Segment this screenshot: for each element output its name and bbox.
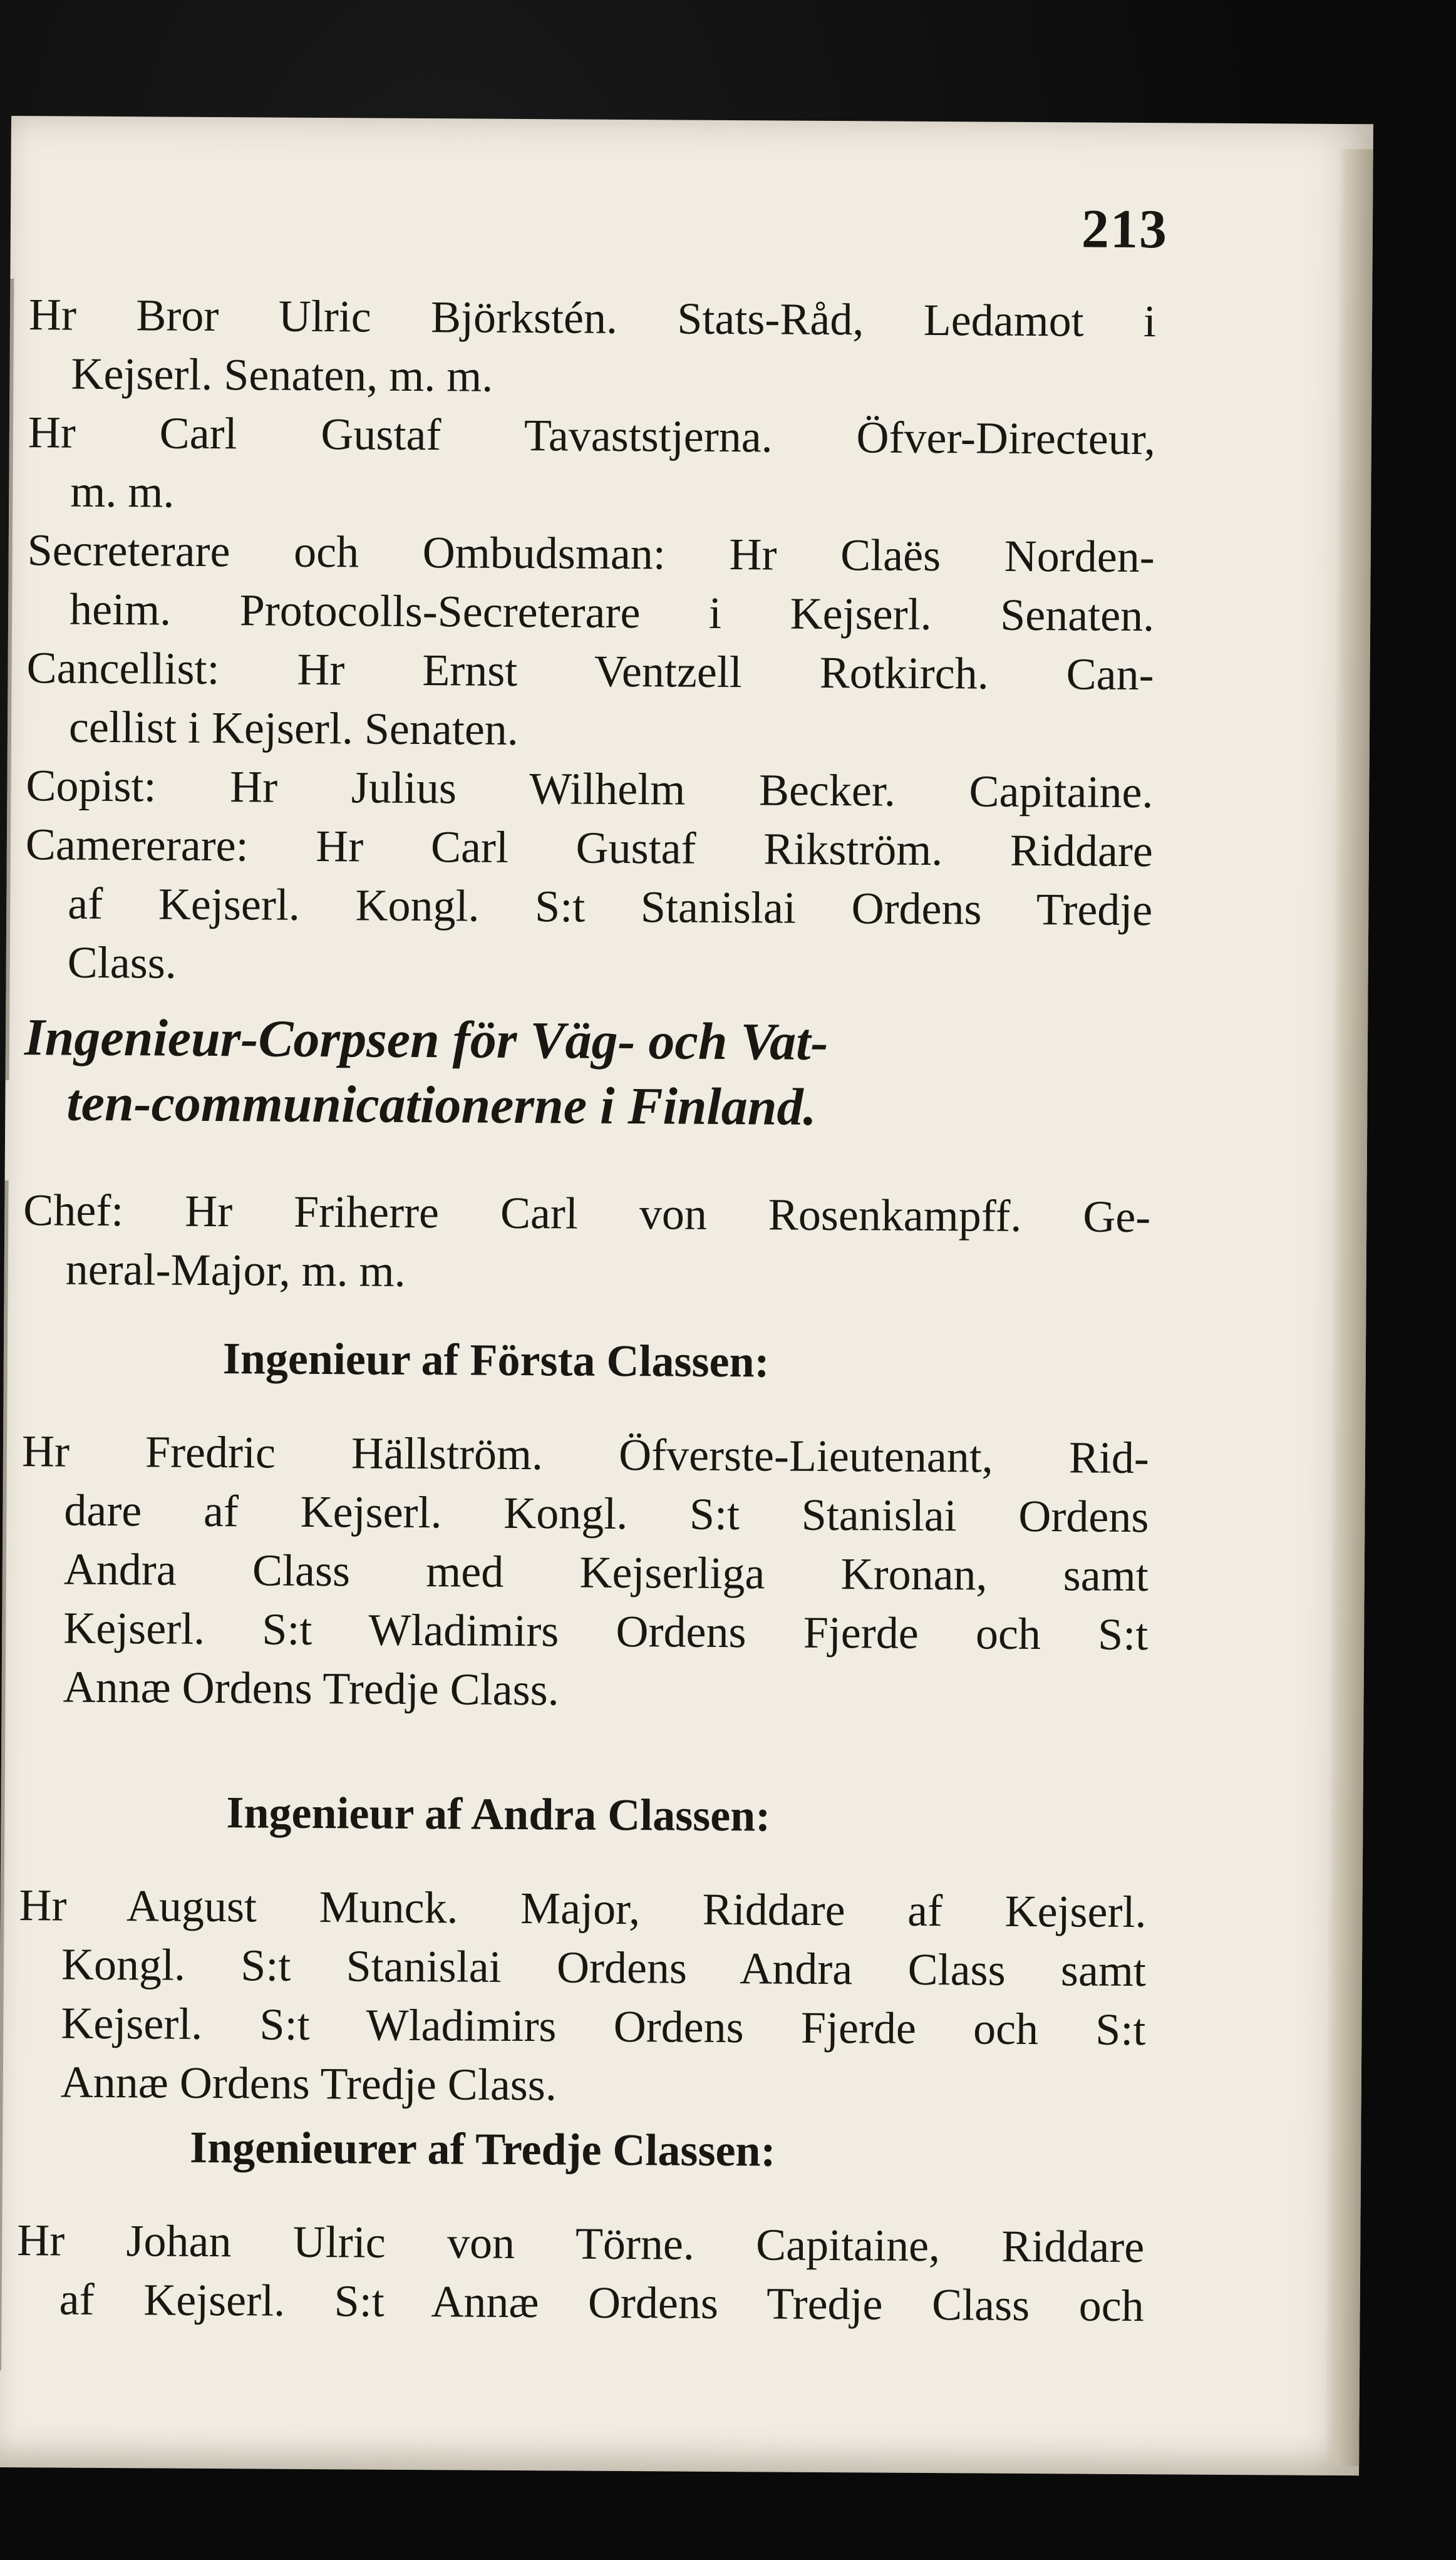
entry-copist — [26, 756, 1154, 822]
entry-hallstrom — [20, 1422, 1149, 1723]
entry-chef — [23, 1180, 1150, 1305]
entry-line: Secreterare och Ombudsman: Hr Claës Norden- — [27, 525, 1155, 582]
entry-line: af Kejserl. S:t Annæ Ordens Tredje Class och — [59, 2274, 1144, 2331]
section-heading-tredje: Ingenieurer af Tredje Classen: — [189, 2122, 776, 2176]
entry-line: cellist i Kejserl. Senaten. — [68, 701, 519, 755]
entry-line: m. m. — [70, 466, 175, 517]
entry-line: Kejserl. Senaten, m. m. — [71, 348, 493, 401]
book-page — [0, 116, 1373, 2475]
entry-line: Annæ Ordens Tredje Class. — [63, 1661, 559, 1715]
entry-line: Class. — [67, 937, 177, 988]
entry-von-torne — [16, 2211, 1144, 2335]
section-heading-forsta: Ingenieur af Första Classen: — [222, 1333, 770, 1387]
entry-line: Camererare: Hr Carl Gustaf Rikström. Riddare — [25, 819, 1154, 877]
corps-title-line: ten-communicationerne i Finland. — [66, 1073, 817, 1137]
page-number: 213 — [1081, 199, 1169, 261]
corps-title-line: Ingenieur-Corpsen för Väg- och Vat- — [24, 1008, 829, 1071]
entry-cancellist — [26, 638, 1154, 763]
entry-line: Kongl. S:t Stanislai Ordens Andra Class samt — [61, 1939, 1147, 1996]
entry-line: Andra Class med Kejserliga Kronan, samt — [63, 1544, 1149, 1601]
entry-line: Kejserl. S:t Wladimirs Ordens Fjerde och S:t — [61, 1998, 1146, 2055]
entry-camererare — [24, 815, 1153, 998]
entry-line: Cancellist: Hr Ernst Ventzell Rotkirch. Can- — [26, 643, 1154, 700]
entry-secreterare — [27, 520, 1155, 645]
entry-munck — [18, 1876, 1147, 2118]
entry-line: Hr Fredric Hällström. Öfverste-Lieutenant, Rid- — [21, 1426, 1150, 1484]
entry-line: Hr Carl Gustaf Tavaststjerna. Öfver-Directeur, — [28, 407, 1156, 465]
entry-tavaststjerna — [28, 403, 1155, 527]
entry-line: neral-Major, m. m. — [65, 1244, 406, 1296]
section-heading-andra: Ingenieur af Andra Classen: — [226, 1787, 771, 1841]
entry-line: Annæ Ordens Tredje Class. — [60, 2057, 557, 2110]
entry-line: Hr Johan Ulric von Törne. Capitaine, Riddare — [17, 2215, 1145, 2273]
entry-line: Hr Bror Ulric Björkstén. Stats-Råd, Ledamot i — [28, 289, 1157, 347]
entry-line: dare af Kejserl. Kongl. S:t Stanislai Ordens — [64, 1485, 1149, 1542]
entry-line: Copist: Hr Julius Wilhelm Becker. Capitaine. — [26, 760, 1154, 818]
entry-line: Hr August Munck. Major, Riddare af Kejserl. — [19, 1880, 1147, 1938]
entry-line: heim. Protocolls-Secreterare i Kejserl. Senaten. — [69, 584, 1155, 641]
entry-line: af Kejserl. Kongl. S:t Stanislai Ordens Tredje — [68, 878, 1153, 936]
entry-line: Chef: Hr Friherre Carl von Rosenkampff. Ge- — [23, 1185, 1151, 1242]
corps-title — [24, 1005, 1152, 1142]
entry-line: Kejserl. S:t Wladimirs Ordens Fjerde och S:t — [63, 1603, 1149, 1660]
entry-bjorksten — [28, 285, 1156, 410]
